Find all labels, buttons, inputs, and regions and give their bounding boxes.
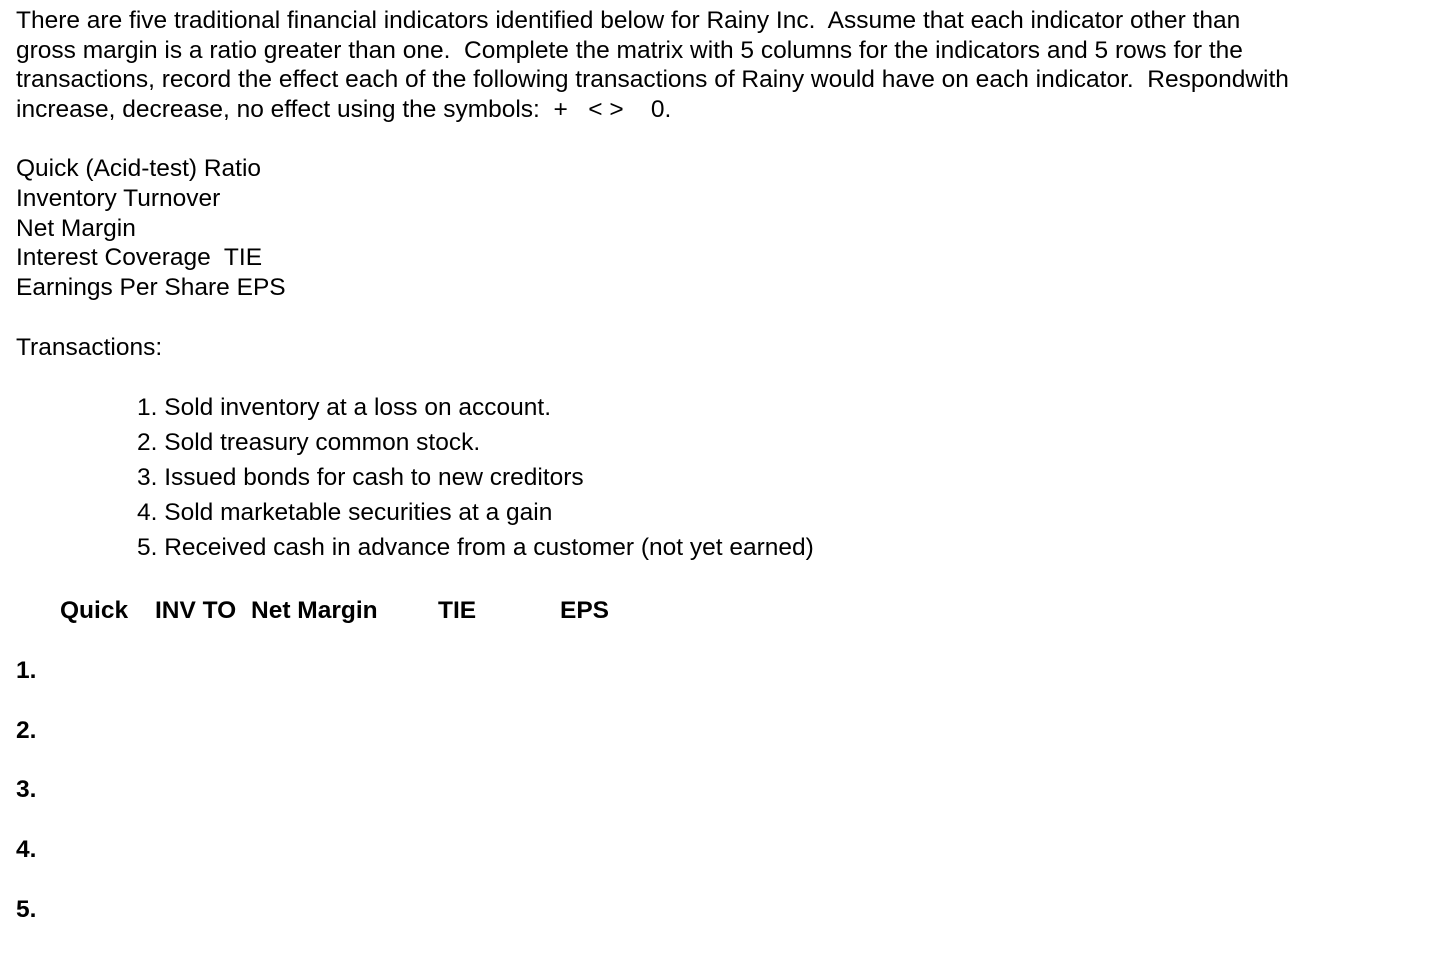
transaction-item: 4. Sold marketable securities at a gain: [137, 499, 553, 526]
instructions-line-2: gross margin is a ratio greater than one. Complete the matrix with 5 columns for the indicators and 5 rows for the: [16, 36, 1243, 64]
indicator-inventory-turnover: Inventory Turnover: [16, 185, 221, 212]
indicator-net-margin: Net Margin: [16, 215, 136, 242]
instructions-line-4: increase, decrease, no effect using the symbols: + < > 0.: [16, 96, 672, 124]
matrix-column-eps: EPS: [560, 597, 610, 624]
transaction-item: 1. Sold inventory at a loss on account.: [137, 394, 552, 421]
matrix-column-inv-to: INV TO: [155, 597, 237, 624]
matrix-row-label: 5.: [16, 896, 37, 923]
indicator-quick-ratio: Quick (Acid-test) Ratio: [16, 155, 262, 182]
transaction-item: 5. Received cash in advance from a customer (not yet earned): [137, 534, 814, 561]
matrix-column-quick: Quick: [60, 597, 129, 624]
matrix-row-label: 4.: [16, 836, 37, 863]
transaction-item: 2. Sold treasury common stock.: [137, 429, 481, 456]
transactions-heading: Transactions:: [16, 334, 163, 361]
matrix-row-label: 3.: [16, 776, 37, 803]
instructions-line-3: transactions, record the effect each of the following transactions of Rainy would have on each indicator. Respondwith: [16, 66, 1289, 94]
indicator-eps: Earnings Per Share EPS: [16, 274, 286, 301]
matrix-row-label: 1.: [16, 657, 37, 684]
matrix-column-tie: TIE: [438, 597, 477, 624]
matrix-row-label: 2.: [16, 717, 37, 744]
transaction-item: 3. Issued bonds for cash to new creditors: [137, 464, 584, 491]
matrix-column-net-margin: Net Margin: [251, 597, 378, 624]
instructions-line-1: There are five traditional financial indicators identified below for Rainy Inc. Assume that each indicator other than: [16, 7, 1241, 34]
indicator-interest-coverage: Interest Coverage TIE: [16, 244, 263, 271]
